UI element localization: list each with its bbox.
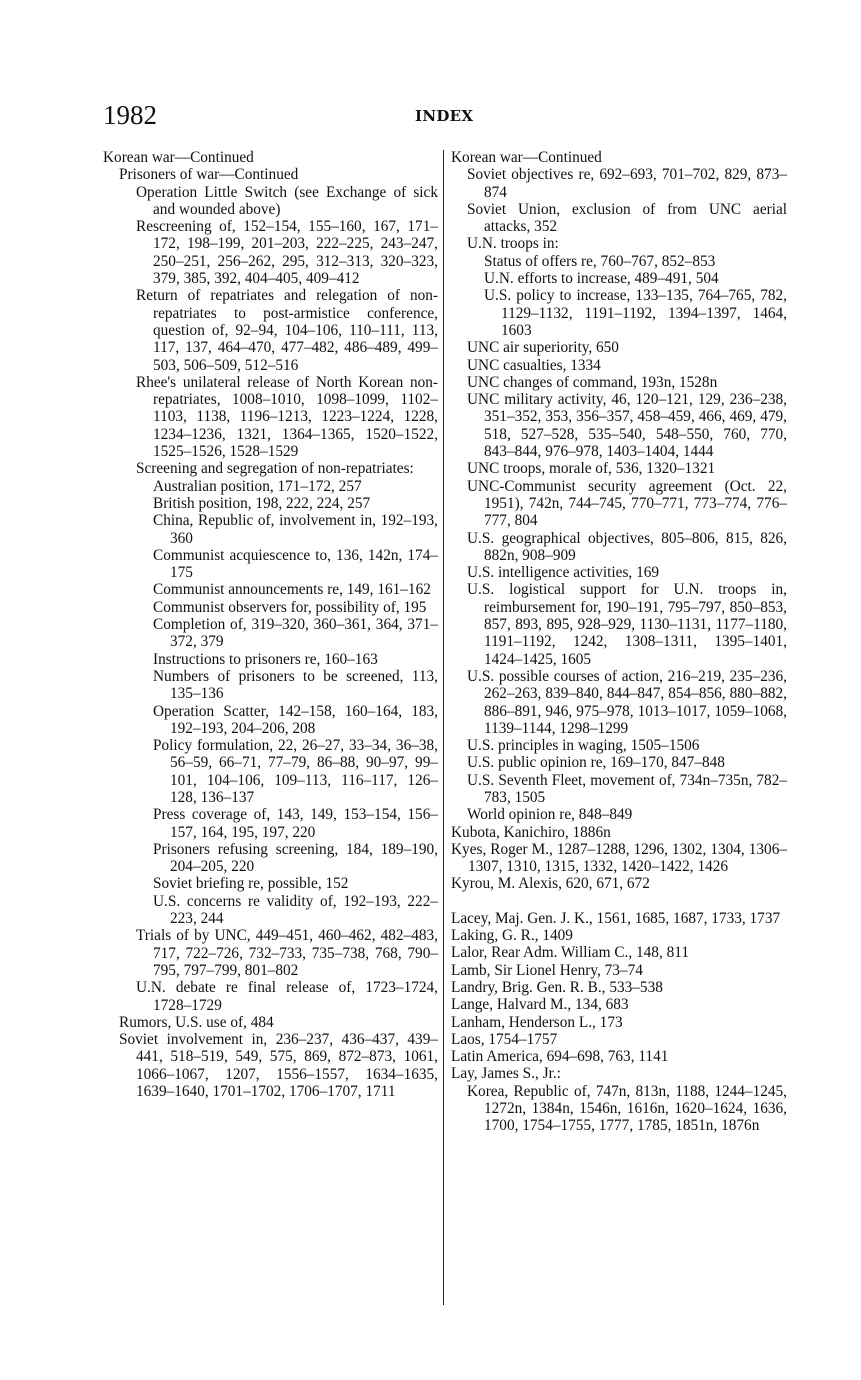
index-entry: Communist observers for, possibility of, 195 xyxy=(153,598,427,616)
index-entry: Policy formulation, 22, 26–27, 33–34, 36–38, 56–59, 66–71, 77–79, 86–88, 90–97, 99–101, 104–106, 109–113, 116–117, 126–128, 136–137 xyxy=(153,737,438,806)
index-entry: U.N. efforts to increase, 489–491, 504 xyxy=(484,270,719,288)
index-entry: Australian position, 171–172, 257 xyxy=(153,477,362,495)
index-entry: Lacey, Maj. Gen. J. K., 1561, 1685, 1687, 1733, 1737 xyxy=(451,909,781,927)
index-entry: Soviet Union, exclusion of from UNC aerial attacks, 352 xyxy=(467,200,787,236)
index-entry: UNC military activity, 46, 120–121, 129, 236–238, 351–352, 353, 356–357, 458–459, 466, 469, 479, 518, 527–528, 535–540, 548–550, 760, 770, 843–844, 976–978, 1403–1404, 1444 xyxy=(467,391,787,461)
index-entry: World opinion re, 848–849 xyxy=(467,806,633,824)
index-entry: UNC casualties, 1334 xyxy=(467,356,601,374)
page-number: 1982 xyxy=(103,100,157,130)
index-entry: British position, 198, 222, 224, 257 xyxy=(153,494,371,512)
index-entry: Status of offers re, 760–767, 852–853 xyxy=(484,252,716,270)
index-entry: Soviet objectives re, 692–693, 701–702, 829, 873–874 xyxy=(467,166,787,201)
index-entry: Korean war—Continued xyxy=(451,149,602,166)
index-entry: U.S. intelligence activities, 169 xyxy=(467,564,660,582)
index-entry: Kyes, Roger M., 1287–1288, 1296, 1302, 1304, 1306–1307, 1310, 1315, 1332, 1420–1422, 1426 xyxy=(451,840,787,876)
index-entry: U.S. concerns re validity of, 192–193, 222–223, 244 xyxy=(153,892,438,928)
index-entry: China, Republic of, involvement in, 192–193, 360 xyxy=(153,512,438,547)
index-entry: Kubota, Kanichiro, 1886n xyxy=(451,823,611,841)
index-entry: Lalor, Rear Adm. William C., 148, 811 xyxy=(451,944,689,962)
index-entry: Numbers of prisoners to be screened, 113, 135–136 xyxy=(153,667,438,703)
index-entry: Communist acquiescence to, 136, 142n, 174–175 xyxy=(153,546,438,582)
index-entry: UNC air superiority, 650 xyxy=(467,339,619,357)
index-entry: Prisoners refusing screening, 184, 189–190, 204–205, 220 xyxy=(153,840,438,876)
index-entry: U.S. logistical support for U.N. troops in, reimbursement for, 190–191, 795–797, 850–853, 857, 893, 895, 928–929, 1130–1131, 1177–1180, 1191–1192, 1242, 1308–1311, 1395–1401, 1424–1425, 1605 xyxy=(467,581,787,668)
index-entry: Screening and segregation of non-repatriates: xyxy=(136,460,414,478)
index-entry: Landry, Brig. Gen. R. B., 533–538 xyxy=(451,978,663,996)
index-entry: Trials of by UNC, 449–451, 460–462, 482–483, 717, 722–726, 732–733, 735–738, 768, 790–795, 797–799, 801–802 xyxy=(136,927,438,979)
index-entry: Laos, 1754–1757 xyxy=(451,1030,558,1048)
index-entry: U.S. policy to increase, 133–135, 764–765, 782, 1129–1132, 1191–1192, 1394–1397, 1464, 1603 xyxy=(484,287,787,339)
index-column-right xyxy=(451,149,787,1135)
index-column-left xyxy=(103,149,438,1100)
index-entry: Rescreening of, 152–154, 155–160, 167, 171–172, 198–199, 201–203, 222–225, 243–247, 250–251, 256–262, 295, 312–313, 320–323, 379, 385, 392, 404–405, 409–412 xyxy=(136,218,438,288)
column-divider xyxy=(443,150,444,1305)
index-entry: U.N. troops in: xyxy=(467,235,559,253)
index-entry: U.S. Seventh Fleet, movement of, 734n–735n, 782–783, 1505 xyxy=(467,771,787,806)
index-entry: Lange, Halvard M., 134, 683 xyxy=(451,996,629,1014)
index-entry: UNC troops, morale of, 536, 1320–1321 xyxy=(467,460,716,478)
index-entry: Operation Little Switch (see Exchange of sick and wounded above) xyxy=(136,183,438,218)
index-entry: Soviet briefing re, possible, 152 xyxy=(153,875,349,893)
index-entry: Completion of, 319–320, 360–361, 364, 371–372, 379 xyxy=(153,616,438,651)
index-entry: Latin America, 694–698, 763, 1141 xyxy=(451,1048,669,1066)
index-entry: Lanham, Henderson L., 173 xyxy=(451,1013,623,1031)
index-entry: Rhee's unilateral release of North Korean non-repatriates, 1008–1010, 1098–1099, 1102–1103, 1138, 1196–1213, 1223–1224, 1228, 1234–1236, 1321, 1364–1365, 1520–1522, 1525–1526, 1528–1529 xyxy=(136,373,438,461)
index-entry: Soviet involvement in, 236–237, 436–437, 439–441, 518–519, 549, 575, 869, 872–873, 1061, 1066–1067, 1207, 1556–1557, 1634–1635, 1639–1640, 1701–1702, 1706–1707, 1711 xyxy=(119,1031,438,1101)
index-entry: Korea, Republic of, 747n, 813n, 1188, 1244–1245, 1272n, 1384n, 1546n, 1616n, 1620–1624, 1636, 1700, 1754–1755, 1777, 1785, 1851n, 1876n xyxy=(467,1082,787,1135)
index-entry: Instructions to prisoners re, 160–163 xyxy=(153,650,378,668)
index-entry: Rumors, U.S. use of, 484 xyxy=(119,1013,274,1031)
index-entry: U.S. geographical objectives, 805–806, 815, 826, 882n, 908–909 xyxy=(467,529,787,564)
index-entry: Lamb, Sir Lionel Henry, 73–74 xyxy=(451,961,643,979)
index-entry: U.N. debate re final release of, 1723–1724, 1728–1729 xyxy=(136,979,438,1014)
index-spacer xyxy=(451,893,787,910)
index-entry: Lay, James S., Jr.: xyxy=(451,1065,561,1083)
index-entry: U.S. principles in waging, 1505–1506 xyxy=(467,737,700,755)
index-entry: Laking, G. R., 1409 xyxy=(451,927,573,945)
index-entry: Press coverage of, 143, 149, 153–154, 156–157, 164, 195, 197, 220 xyxy=(153,806,438,841)
index-entry: Operation Scatter, 142–158, 160–164, 183, 192–193, 204–206, 208 xyxy=(153,702,438,737)
index-entry: Prisoners of war—Continued xyxy=(119,166,299,184)
index-entry: Communist announcements re, 149, 161–162 xyxy=(153,581,431,599)
index-entry: UNC changes of command, 193n, 1528n xyxy=(467,373,718,391)
page-title: INDEX xyxy=(415,107,474,125)
index-entry: U.S. possible courses of action, 216–219, 235–236, 262–263, 839–840, 844–847, 854–856, 880–882, 886–891, 946, 975–978, 1013–1017, 1059–1068, 1139–1144, 1298–1299 xyxy=(467,667,787,737)
index-entry: UNC-Communist security agreement (Oct. 22, 1951), 742n, 744–745, 770–771, 773–774, 776–777, 804 xyxy=(467,477,787,530)
index-entry: Kyrou, M. Alexis, 620, 671, 672 xyxy=(451,875,650,893)
index-entry: U.S. public opinion re, 169–170, 847–848 xyxy=(467,754,725,772)
index-entry: Return of repatriates and relegation of non-repatriates to post-armistice conference, question of, 92–94, 104–106, 110–111, 113, 117, 137, 464–470, 477–482, 486–489, 499–503, 506–509, 512–516 xyxy=(136,287,438,374)
index-entry: Korean war—Continued xyxy=(103,149,254,166)
